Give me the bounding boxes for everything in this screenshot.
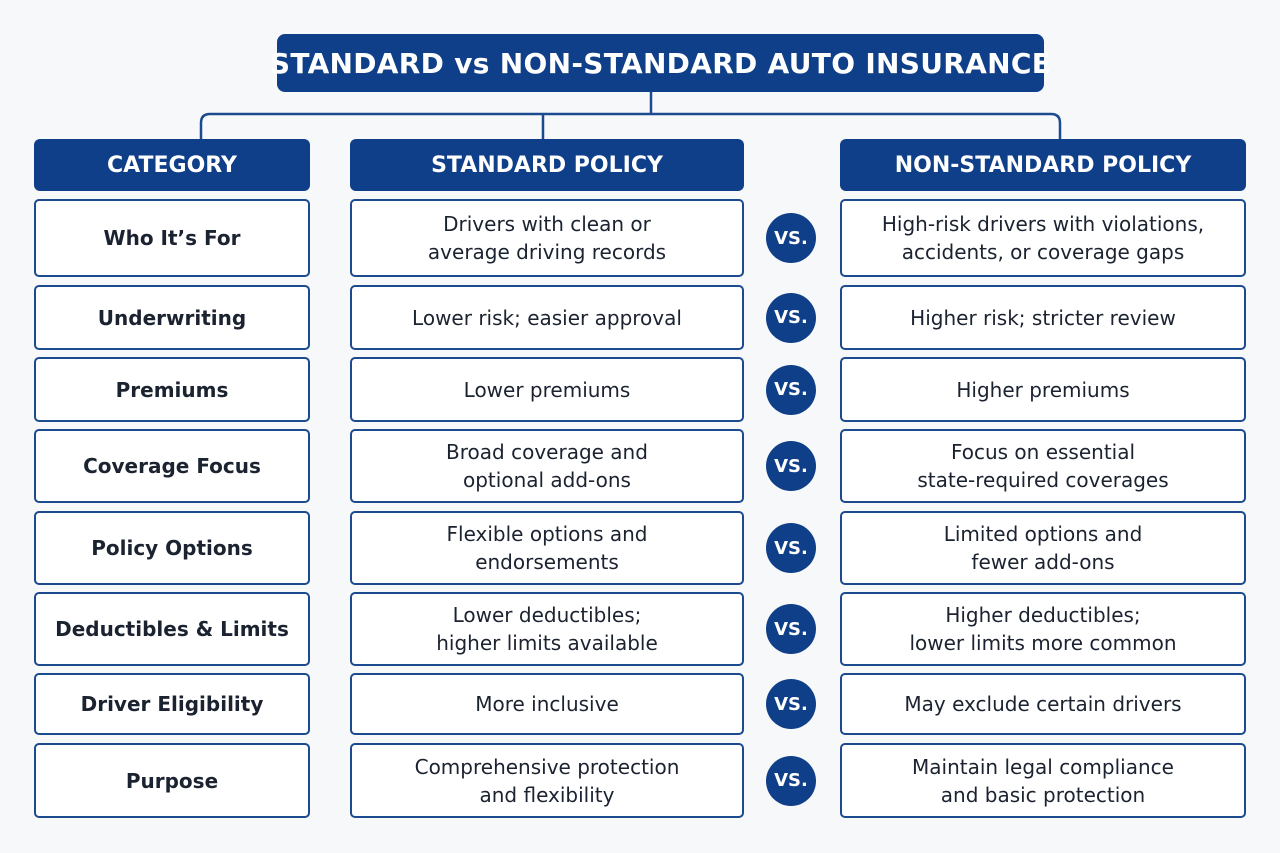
vs-badge: VS. (766, 523, 816, 573)
category-cell: Premiums (34, 357, 310, 422)
vs-badge: VS. (766, 365, 816, 415)
non-standard-policy-cell: Limited options and fewer add-ons (840, 511, 1246, 585)
standard-policy-cell: Lower deductibles; higher limits available (350, 592, 744, 666)
vs-badge: VS. (766, 213, 816, 263)
standard-policy-cell: Drivers with clean or average driving records (350, 199, 744, 277)
non-standard-policy-cell: Focus on essential state-required coverages (840, 429, 1246, 503)
standard-policy-cell: Flexible options and endorsements (350, 511, 744, 585)
category-cell: Driver Eligibility (34, 673, 310, 735)
vs-badge: VS. (766, 756, 816, 806)
standard-policy-cell: Comprehensive protection and flexibility (350, 743, 744, 818)
vs-badge: VS. (766, 679, 816, 729)
non-standard-policy-cell: Higher risk; stricter review (840, 285, 1246, 350)
category-cell: Who It’s For (34, 199, 310, 277)
vs-badge: VS. (766, 604, 816, 654)
non-standard-policy-cell: Higher deductibles; lower limits more common (840, 592, 1246, 666)
non-standard-policy-cell: Maintain legal compliance and basic protection (840, 743, 1246, 818)
category-cell: Deductibles & Limits (34, 592, 310, 666)
standard-policy-cell: Broad coverage and optional add-ons (350, 429, 744, 503)
vs-badge: VS. (766, 293, 816, 343)
standard-policy-cell: Lower risk; easier approval (350, 285, 744, 350)
non-standard-policy-cell: Higher premiums (840, 357, 1246, 422)
standard-policy-cell: Lower premiums (350, 357, 744, 422)
category-cell: Purpose (34, 743, 310, 818)
header-standard-policy: STANDARD POLICY (350, 139, 744, 191)
non-standard-policy-cell: May exclude certain drivers (840, 673, 1246, 735)
non-standard-policy-cell: High-risk drivers with violations, accidents, or coverage gaps (840, 199, 1246, 277)
vs-badge: VS. (766, 441, 816, 491)
category-cell: Underwriting (34, 285, 310, 350)
standard-policy-cell: More inclusive (350, 673, 744, 735)
category-cell: Coverage Focus (34, 429, 310, 503)
category-cell: Policy Options (34, 511, 310, 585)
header-non-standard-policy: NON-STANDARD POLICY (840, 139, 1246, 191)
header-category: CATEGORY (34, 139, 310, 191)
page-title: STANDARD vs NON-STANDARD AUTO INSURANCE (277, 34, 1044, 92)
